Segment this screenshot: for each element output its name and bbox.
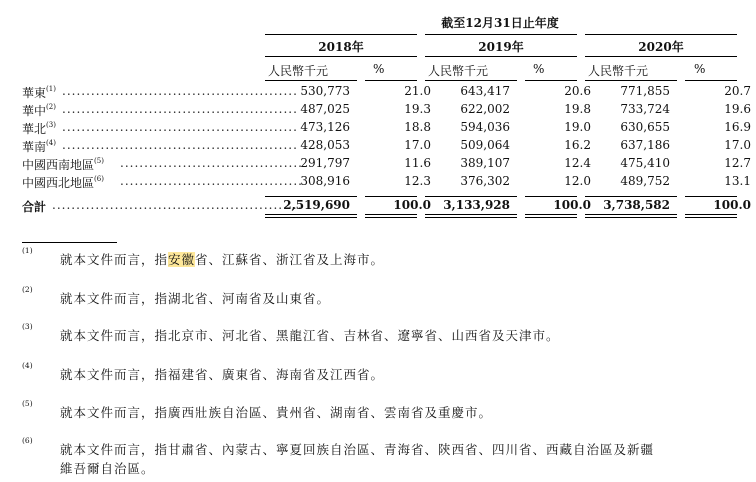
double-rule — [685, 214, 737, 215]
col-rule — [425, 80, 517, 81]
region-label: 華北$^{(3)}$ — [22, 121, 56, 136]
table-row — [22, 156, 751, 173]
amount-2018: 291,797 — [300, 156, 350, 170]
double-rule — [585, 214, 677, 215]
amount-2018: 308,916 — [300, 174, 350, 188]
pct-2018: 17.0 — [404, 138, 431, 152]
table-row — [22, 174, 751, 191]
amount-2020: 771,855 — [620, 84, 670, 98]
pct-2020: 20.7 — [724, 84, 751, 98]
col-header-amount-2020: 人民幣千元 — [588, 64, 649, 78]
col-rule — [365, 80, 417, 81]
region-label: 華東$^{(1)}$ — [22, 85, 56, 100]
year-2020-header: 2020年 — [638, 40, 684, 54]
double-rule — [365, 214, 417, 215]
region-label: 中國西南地區$^{(5)}$ — [22, 157, 104, 172]
footnote-mark: (1) — [22, 246, 33, 255]
amount-2019: 622,002 — [460, 102, 510, 116]
col-header-pct-2018: % — [373, 62, 385, 76]
footnote-text: 就本文件而言，指廣西壯族自治區、貴州省、湖南省、雲南省及重慶市。 — [60, 405, 493, 420]
total-pct-2019: 100.0 — [553, 198, 591, 212]
table-row — [22, 120, 751, 137]
table-row — [22, 84, 751, 101]
total-rule — [525, 196, 577, 197]
amount-2020: 637,186 — [620, 138, 670, 152]
col-rule — [685, 80, 737, 81]
amount-2019: 509,064 — [460, 138, 510, 152]
year-2018-header: 2018年 — [318, 40, 364, 54]
total-amount-2019: 3,133,928 — [443, 198, 510, 212]
leader-dots: ................................................. — [62, 84, 298, 98]
pct-2019: 19.0 — [564, 120, 591, 134]
total-amount-2020: 3,738,582 — [603, 198, 670, 212]
footnote-text: 就本文件而言，指北京市、河北省、黑龍江省、吉林省、遼寧省、山西省及天津市。 — [60, 328, 560, 343]
pct-2019: 19.8 — [564, 102, 591, 116]
leader-dots: .................................................... — [52, 198, 303, 212]
double-rule — [525, 217, 577, 218]
footnote-mark: (3) — [22, 322, 33, 331]
amount-2018: 530,773 — [300, 84, 350, 98]
footnote-rule — [22, 242, 117, 243]
period-header: 截至12月31日止年度 — [441, 16, 559, 30]
region-label: 中國西北地區$^{(6)}$ — [22, 175, 104, 190]
pct-2019: 12.4 — [564, 156, 591, 170]
double-rule — [525, 214, 577, 215]
pct-2019: 20.6 — [564, 84, 591, 98]
col-rule — [585, 80, 677, 81]
total-pct-2020: 100.0 — [713, 198, 751, 212]
total-row — [22, 198, 751, 215]
total-rule — [425, 196, 517, 197]
col-rule — [265, 80, 357, 81]
footnote-mark: (2) — [22, 285, 33, 294]
pct-2020: 16.9 — [724, 120, 751, 134]
amount-2020: 475,410 — [620, 156, 670, 170]
leader-dots: ................................................. — [62, 120, 298, 134]
total-pct-2018: 100.0 — [393, 198, 431, 212]
pct-2020: 17.0 — [724, 138, 751, 152]
pct-2018: 12.3 — [404, 174, 431, 188]
amount-2019: 594,036 — [460, 120, 510, 134]
footnote-mark: (5) — [22, 399, 33, 408]
pct-2018: 19.3 — [404, 102, 431, 116]
amount-2018: 428,053 — [300, 138, 350, 152]
amount-2019: 376,302 — [460, 174, 510, 188]
leader-dots: ................................................. — [62, 138, 298, 152]
amount-2020: 630,655 — [620, 120, 670, 134]
double-rule — [585, 217, 677, 218]
leader-dots: ................................................. — [62, 102, 298, 116]
double-rule — [265, 214, 357, 215]
footnote-mark: (6) — [22, 436, 33, 445]
col-header-pct-2019: % — [533, 62, 545, 76]
leader-dots: ...................................... — [120, 156, 303, 170]
region-label: 華中$^{(2)}$ — [22, 103, 56, 118]
double-rule — [425, 214, 517, 215]
table-row — [22, 138, 751, 155]
pct-2019: 16.2 — [564, 138, 591, 152]
amount-2020: 489,752 — [620, 174, 670, 188]
col-header-amount-2019: 人民幣千元 — [428, 64, 489, 78]
amount-2018: 487,025 — [300, 102, 350, 116]
footnote-text: 就本文件而言，指福建省、廣東省、海南省及江西省。 — [60, 367, 385, 382]
amount-2019: 389,107 — [460, 156, 510, 170]
total-label: 合計 — [22, 200, 47, 214]
col-rule — [525, 80, 577, 81]
table-row — [22, 102, 751, 119]
pct-2018: 18.8 — [404, 120, 431, 134]
footnote-text: 就本文件而言，指甘肅省、內蒙古、寧夏回族自治區、青海省、陝西省、四川省、西藏自治區及新疆 維吾爾自治區。 — [60, 442, 655, 476]
year-rule-2019 — [425, 34, 577, 35]
amount-2018: 473,126 — [300, 120, 350, 134]
year-underline-2018 — [265, 56, 417, 57]
pct-2020: 19.6 — [724, 102, 751, 116]
footnote-mark: (4) — [22, 361, 33, 370]
col-header-pct-2020: % — [694, 62, 706, 76]
pct-2020: 13.1 — [724, 174, 751, 188]
double-rule — [425, 217, 517, 218]
pct-2019: 12.0 — [564, 174, 591, 188]
highlighted-text[interactable]: 安徽 — [168, 252, 196, 267]
total-amount-2018: 2,519,690 — [283, 198, 350, 212]
double-rule — [265, 217, 357, 218]
leader-dots: ...................................... — [120, 174, 303, 188]
footnote-text: 就本文件而言，指湖北省、河南省及山東省。 — [60, 291, 331, 306]
footnote-text: 就本文件而言，指安徽省、江蘇省、浙江省及上海市。 — [60, 252, 385, 267]
total-rule — [365, 196, 417, 197]
year-rule-2018 — [265, 34, 417, 35]
year-2019-header: 2019年 — [478, 40, 524, 54]
pct-2020: 12.7 — [724, 156, 751, 170]
double-rule — [365, 217, 417, 218]
pct-2018: 21.0 — [404, 84, 431, 98]
double-rule — [685, 217, 737, 218]
col-header-amount-2018: 人民幣千元 — [268, 64, 329, 78]
year-underline-2019 — [425, 56, 577, 57]
pct-2018: 11.6 — [404, 156, 431, 170]
total-rule — [685, 196, 737, 197]
year-rule-2020 — [585, 34, 737, 35]
amount-2019: 643,417 — [460, 84, 510, 98]
amount-2020: 733,724 — [620, 102, 670, 116]
total-rule — [585, 196, 677, 197]
region-label: 華南$^{(4)}$ — [22, 139, 56, 154]
total-rule — [265, 196, 357, 197]
year-underline-2020 — [585, 56, 737, 57]
